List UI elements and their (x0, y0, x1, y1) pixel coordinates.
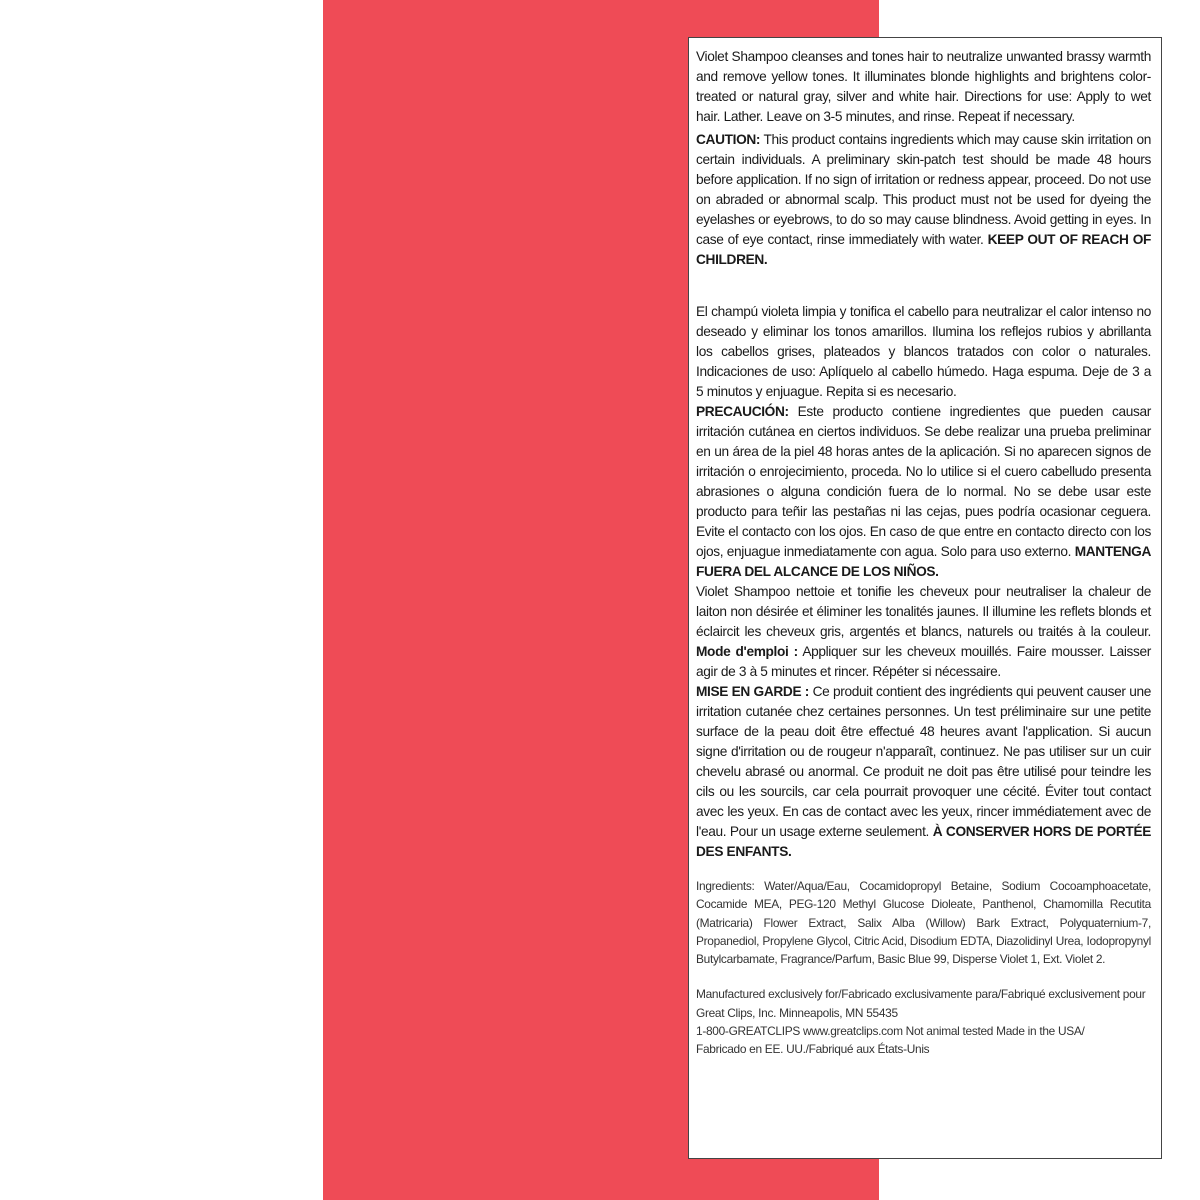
product-label (323, 0, 1152, 1200)
french-caution-text: Ce produit contient des ingrédients qui peuvent causer une irritation cutanée chez certaines personnes. Un test préliminaire sur une petite surface de la peau doit être effectué 48 heures avant l'application. Si aucun signe d'irritation ou de rougeur n'apparaît, continuez. Ne pas utiliser sur un cuir chevelu abrasé ou anormal. Ce produit ne doit pas être utilisé pour teindre les cils ou les sourcils, car cela pourrait provoquer une cécité. Éviter tout contact avec les yeux. En cas de contact avec les yeux, rincer immédiatement avec de l'eau. Pour un usage externe seulement. (696, 684, 1152, 839)
ingredients-list: Ingredients: Water/Aqua/Eau, Cocamidopropyl Betaine, Sodium Cocoamphoacetate, Cocamide MEA, PEG-120 Methyl Glucose Dioleate, Panthenol, Chamomilla Recutita (Matricaria) Flower Extract, Salix Alba (Willow) Bark Extract, Polyquaternium-7, Propanediol, Propylene Glycol, Citric Acid, Disodium EDTA, Diazolidinyl Urea, Iodopropynyl Butylcarbamate, Fragrance/Parfum, Basic Blue 99, Disperse Violet 1, Ext. Violet 2. (696, 879, 1151, 967)
english-warning: KEEP OUT OF REACH OF CHILDREN. (696, 232, 1151, 267)
manufacturer-line-3: 1-800-GREATCLIPS www.greatclips.com Not animal tested Made in the USA/ (696, 1024, 1085, 1039)
french-warning: À CONSERVER HORS DE PORTÉE DES ENFANTS. (696, 824, 1151, 859)
spanish-caution-heading: PRECAUCIÓN: (696, 404, 789, 419)
english-description: Violet Shampoo cleanses and tones hair to neutralize unwanted brassy warmth and remove yellow tones. It illuminates blonde highlights and brightens color-treated or natural gray, silver and white hair. Directions for use: Apply to wet hair. Lather. Leave on 3-5 minutes, and rinse. Repeat if necessary. (696, 49, 1151, 124)
french-directions-text: Appliquer sur les cheveux mouillés. Faire mousser. Laisser agir de 3 à 5 minutes et rincer. Répéter si nécessaire. (696, 644, 1151, 679)
french-caution (696, 682, 1151, 862)
french-description-intro: Violet Shampoo nettoie et tonifie les cheveux pour neutraliser la chaleur de laiton non désirée et éliminer les tonalités jaunes. Il illumine les reflets blonds et éclaircit les cheveux gris, argentés et blancs, naturels ou traités à la couleur. (696, 584, 1151, 639)
manufacturer-line-1: Manufactured exclusively for/Fabricado exclusivamente para/Fabriqué exclusivement pour (696, 987, 1146, 1002)
french-directions-heading: Mode d'emploi : (696, 644, 798, 659)
text-panel (688, 37, 1162, 1159)
spanish-warning: MANTENGA FUERA DEL ALCANCE DE LOS NIÑOS. (696, 544, 1151, 579)
spanish-description: El champú violeta limpia y tonifica el cabello para neutralizar el calor intenso no deseado y eliminar los tonos amarillos. Ilumina los reflejos rubios y abrillanta los cabellos grises, plateados y blancos tratados con color o naturales. Indicaciones de uso: Aplíquelo al cabello húmedo. Haga espuma. Deje de 3 a 5 minutos y enjuague. Repita si es necesario. (696, 304, 1151, 399)
spanish-caution (696, 402, 1151, 582)
manufacturer-line-4: Fabricado en EE. UU./Fabriqué aux États-Unis (696, 1042, 930, 1057)
english-caution-heading: CAUTION: (696, 132, 761, 147)
french-caution-heading: MISE EN GARDE : (696, 684, 810, 699)
english-caution (696, 130, 1151, 270)
spanish-caution-text: Este producto contiene ingredientes que pueden causar irritación cutánea en ciertos individuos. Se debe realizar una prueba preliminar en un área de la piel 48 horas antes de la aplicación. Si no aparecen signos de irritación o enrojecimiento, proceda. No lo utilice si el cuero cabelludo presenta abrasiones o alguna condición fuera de lo normal. No se debe usar este producto para teñir las pestañas ni las cejas, pues podría ocasionar ceguera. Evite el contacto con los ojos. En caso de que entre en contacto directo con los ojos, enjuague inmediatamente con agua. Solo para uso externo. (696, 404, 1151, 559)
french-description (696, 582, 1151, 682)
manufacturer-info (696, 985, 1151, 1058)
manufacturer-line-2: Great Clips, Inc. Minneapolis, MN 55435 (696, 1005, 898, 1020)
english-caution-text: This product contains ingredients which may cause skin irritation on certain individuals. A preliminary skin-patch test should be made 48 hours before application. If no sign of irritation or redness appear, proceed. Do not use on abraded or abnormal scalp. This product must not be used for dyeing the eyelashes or eyebrows, to do so may cause blindness. Avoid getting in eyes. In case of eye contact, rinse immediately with water. (696, 132, 1151, 247)
